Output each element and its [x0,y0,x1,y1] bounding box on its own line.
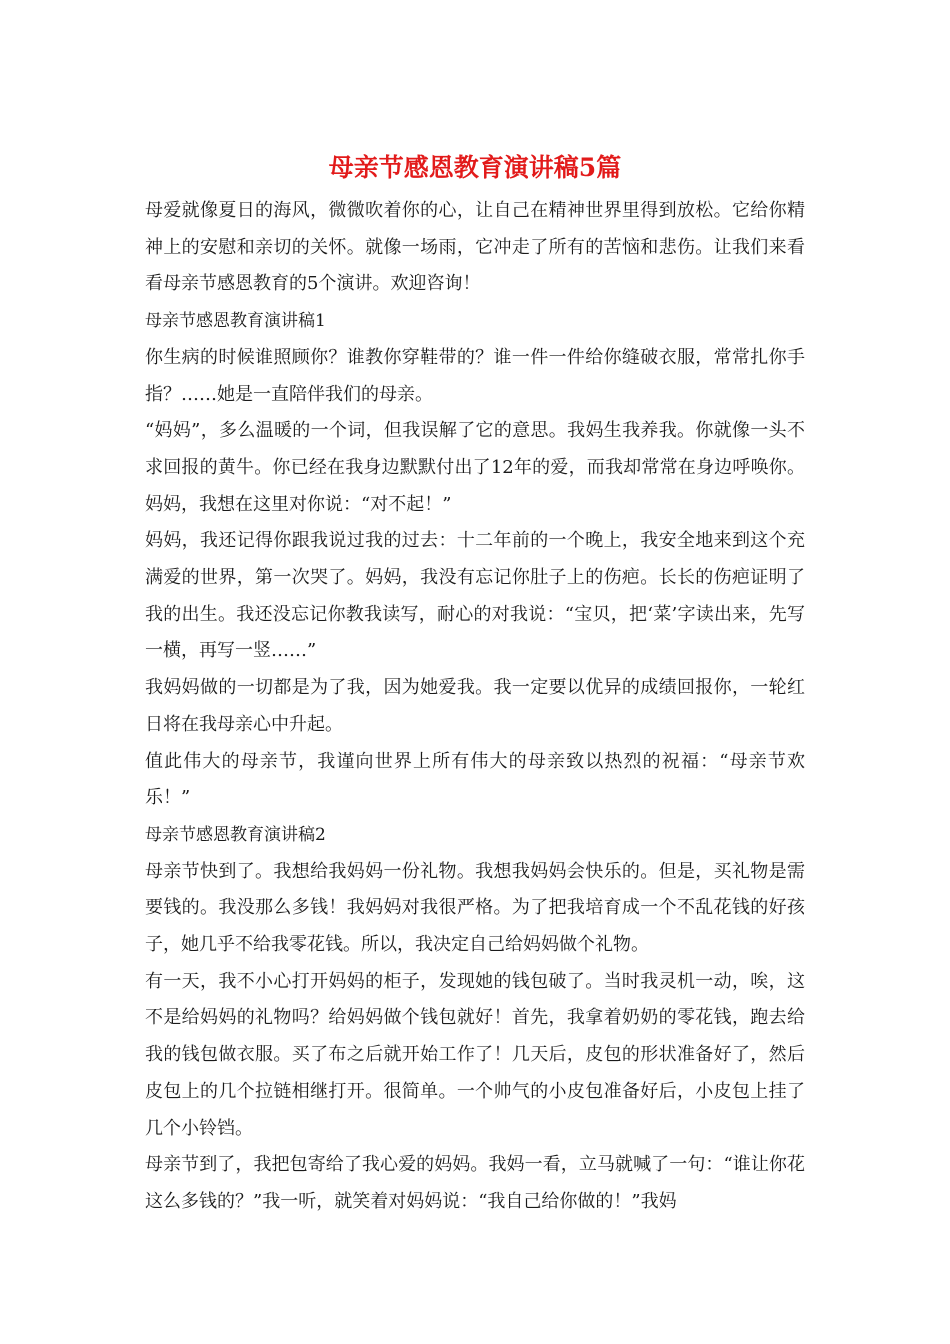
body-paragraph: 你生病的时候谁照顾你？谁教你穿鞋带的？谁一件一件给你缝破衣服，常常扎你手指？……她是一直陪伴我们的母亲。 [145,346,805,405]
body-paragraph: 值此伟大的母亲节，我谨向世界上所有伟大的母亲致以热烈的祝福：“母亲节欢乐！” [145,750,805,809]
body-paragraph: 母亲节到了，我把包寄给了我心爱的妈妈。我妈一看，立马就喊了一句：“谁让你花这么多钱的？”我一听，就笑着对妈妈说：“我自己给你做的！”我妈 [145,1154,805,1212]
document-title: 母亲节感恩教育演讲稿5篇 [328,153,622,182]
body-paragraph: 母亲节快到了。我想给我妈妈一份礼物。我想我妈妈会快乐的。但是，买礼物是需要钱的。我没那么多钱！我妈妈对我很严格。为了把我培育成一个不乱花钱的好孩子，她几乎不给我零花钱。所以，我决定自己给妈妈做个礼物。 [145,860,805,956]
intro-paragraph: 母爱就像夏日的海风，微微吹着你的心，让自己在精神世界里得到放松。它给你精神上的安慰和亲切的关怀。就像一场雨，它冲走了所有的苦恼和悲伤。让我们来看看母亲节感恩教育的5个演讲。欢迎咨询！ [145,200,805,295]
section-heading-1: 母亲节感恩教育演讲稿1 [145,311,326,332]
body-paragraph: 我妈妈做的一切都是为了我，因为她爱我。我一定要以优异的成绩回报你，一轮红日将在我母亲心中升起。 [145,677,805,735]
document-body [145,193,805,1221]
body-paragraph: 有一天，我不小心打开妈妈的柜子，发现她的钱包破了。当时我灵机一动，唉，这不是给妈妈的礼物吗？给妈妈做个钱包就好！首先，我拿着奶奶的零花钱，跑去给我的钱包做衣服。买了布之后就开始工作了！几天后，皮包的形状准备好了，然后皮包上的几个拉链相继打开。很简单。一个帅气的小皮包准备好后，小皮包上挂了几个小铃铛。 [145,970,805,1139]
body-paragraph: “妈妈”，多么温暖的一个词，但我误解了它的意思。我妈生我养我。你就像一头不求回报的黄牛。你已经在我身边默默付出了12年的爱，而我却常常在身边呼唤你。妈妈，我想在这里对你说：“对不起！” [145,420,805,515]
body-paragraph: 妈妈，我还记得你跟我说过我的过去：十二年前的一个晚上，我安全地来到这个充满爱的世界，第一次哭了。妈妈，我没有忘记你肚子上的伤疤。长长的伤疤证明了我的出生。我还没忘记你教我读写，耐心的对我说：“宝贝，把‘菜’字读出来，先写一横，再写一竖……” [145,530,805,662]
section-heading-2: 母亲节感恩教育演讲稿2 [145,824,326,845]
